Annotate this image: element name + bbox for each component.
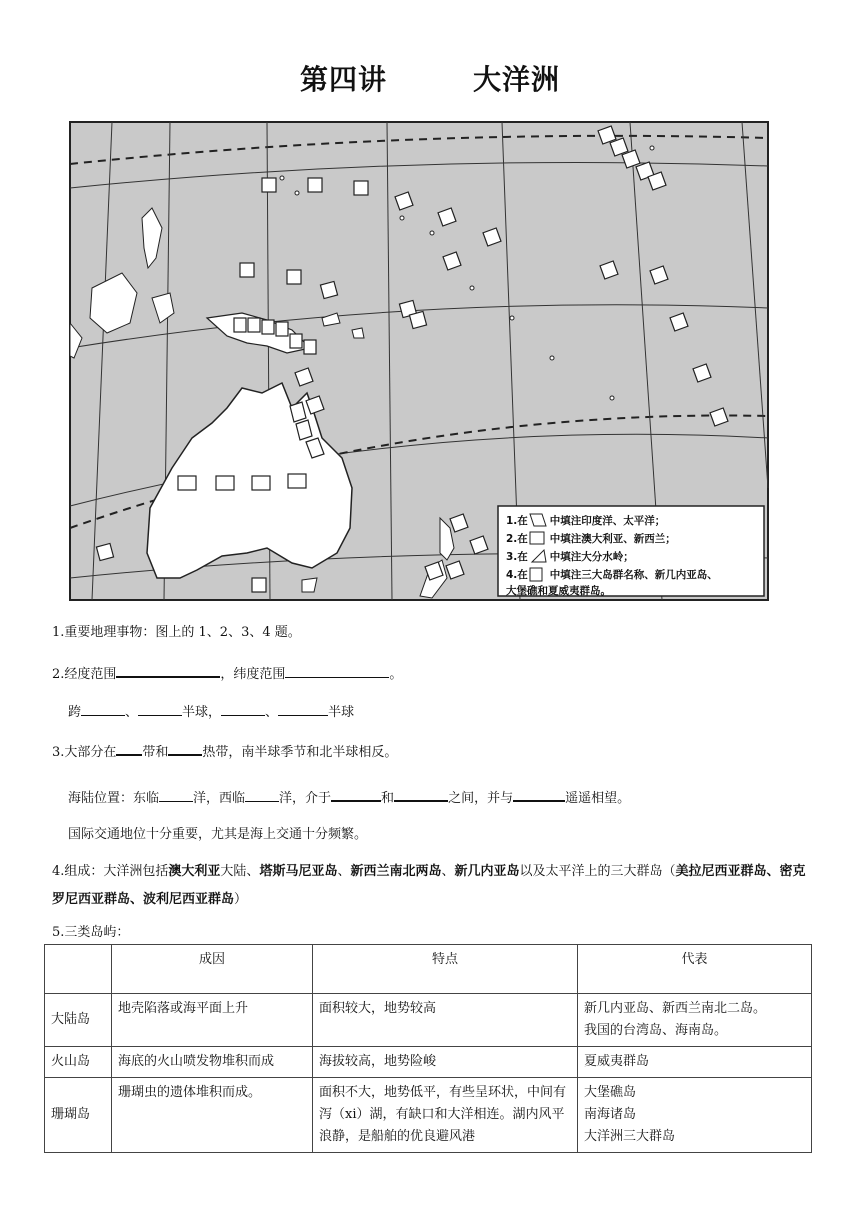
legend-line-2: 2.在 中填注澳大利亚、新西兰； — [506, 533, 676, 545]
table-header-cell — [45, 945, 112, 994]
island-representative: 夏威夷群岛 — [578, 1047, 812, 1078]
question-5-label: 5.三类岛屿： — [52, 925, 130, 940]
question-3-traffic: 国际交通地位十分重要，尤其是海上交通十分频繁。 — [68, 827, 368, 842]
table-row — [45, 1047, 812, 1078]
table-row — [45, 1078, 812, 1153]
island-feature: 面积较大，地势较高 — [313, 994, 578, 1047]
legend-line-3: 3.在 中填注大分水岭； — [506, 551, 634, 563]
oceania-map — [52, 108, 772, 604]
island-type: 珊瑚岛 — [45, 1078, 112, 1153]
legend-line-5: 大堡礁和夏威夷群岛。 — [506, 585, 611, 597]
legend-line-4: 4.在 中填注三大岛群名称、新几内亚岛、 — [506, 569, 718, 581]
island-cause: 珊瑚虫的遗体堆积而成。 — [112, 1078, 313, 1153]
question-2-hemisphere: 跨 、 半球， 、 半球 — [68, 705, 355, 720]
question-3-location: 海陆位置：东临 洋，西临 洋，介于 和 之间，并与 遥遥相望。 — [68, 788, 630, 808]
island-cause: 地壳陷落或海平面上升 — [112, 994, 313, 1047]
table-header-cell: 代表 — [578, 945, 812, 994]
island-representative: 大堡礁岛 南海诸岛 大洋洲三大群岛 — [578, 1078, 812, 1153]
page-title: 第四讲 大洋洲 — [300, 63, 560, 96]
island-representative: 新几内亚岛、新西兰南北二岛。 我国的台湾岛、海南岛。 — [578, 994, 812, 1047]
island-feature: 海拔较高，地势险峻 — [313, 1047, 578, 1078]
question-2-range: 2.经度范围 ，纬度范围 。 — [52, 664, 402, 684]
legend-line-1: 1.在 中填注印度洋、太平洋； — [506, 515, 666, 527]
island-type: 大陆岛 — [45, 994, 112, 1047]
question-3-climate: 3.大部分在 带和 热带，南半球季节和北半球相反。 — [52, 742, 397, 762]
table-header-cell: 特点 — [313, 945, 578, 994]
table-header-cell: 成因 — [112, 945, 313, 994]
question-1: 1.重要地理事物：图上的 1、2、3、4 题。 — [52, 625, 301, 640]
island-types-table — [44, 944, 812, 1153]
island-cause: 海底的火山喷发物堆积而成 — [112, 1047, 313, 1078]
table-header-row — [45, 945, 812, 994]
island-type: 火山岛 — [45, 1047, 112, 1078]
question-4-composition: 4.组成：大洋洲包括澳大利亚大陆、塔斯马尼亚岛、新西兰南北两岛、新几内亚岛以及太平洋上的三大群岛（美拉尼西亚群岛、密克罗尼西亚群岛、波利尼西亚群岛） — [52, 864, 806, 907]
table-row — [45, 994, 812, 1047]
island-feature: 面积不大，地势低平，有些呈环状，中间有泻（xi）湖，有缺口和大洋相连。湖内风平浪静，是船舶的优良避风港 — [313, 1078, 578, 1153]
